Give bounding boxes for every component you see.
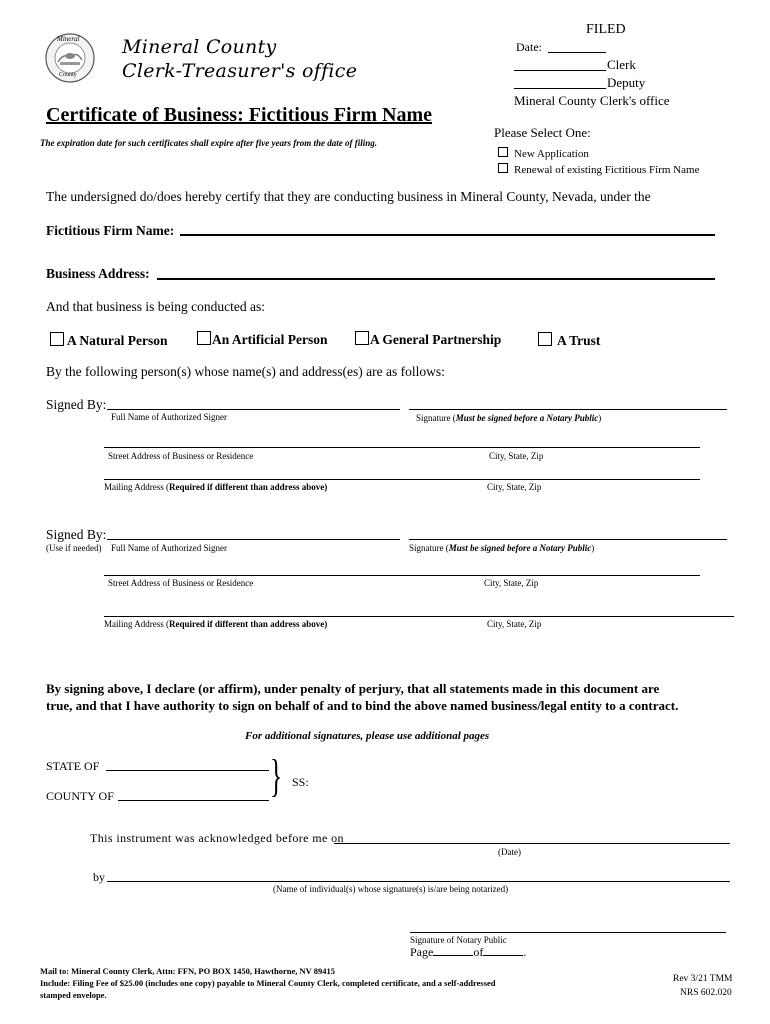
general-partnership-checkbox[interactable] [355, 331, 369, 345]
natural-person-label: A Natural Person [67, 333, 168, 348]
signer2-name-line[interactable] [107, 539, 400, 540]
page-total-blank[interactable] [483, 955, 523, 956]
page-label: Page [410, 945, 434, 959]
signer1-name-caption: Full Name of Authorized Signer [111, 412, 227, 422]
option-new-label: New Application [514, 148, 589, 160]
notary-signature-line[interactable] [410, 932, 726, 933]
page-title: Certificate of Business: Fictitious Firm Name [46, 104, 433, 126]
signer2-mailing-line[interactable] [104, 616, 734, 617]
footer-nrs: NRS 602.020 [680, 988, 732, 998]
signer2-street-caption: Street Address of Business or Residence [108, 578, 254, 588]
new-application-checkbox[interactable] [498, 147, 508, 157]
signer2-sig-bold: Must be signed before a Notary Public [448, 543, 592, 553]
certify-text: The undersigned do/does hereby certify that they are conducting business in Mineral County, Nevada, under the [46, 189, 651, 204]
conducted-as-text: And that business is being conducted as: [46, 299, 265, 314]
business-address-line[interactable] [157, 278, 715, 280]
declaration-line2: true, and that I have authority to sign on behalf of and to bind the above named business/legal entity to a contract. [46, 698, 679, 713]
entity-artificial-person[interactable] [197, 331, 327, 348]
filed-date-label: Date: [516, 40, 542, 54]
signer1-street-caption: Street Address of Business or Residence [108, 451, 254, 461]
signer1-mailing-caption [104, 482, 327, 492]
entity-natural-person[interactable] [50, 332, 168, 349]
page-number-blank[interactable] [433, 955, 473, 956]
signer2-sig-post: ) [591, 543, 595, 553]
general-partnership-label: A General Partnership [370, 332, 502, 347]
signer1-sig-post: ) [598, 413, 602, 423]
signer2-name-caption: Full Name of Authorized Signer [111, 543, 227, 553]
select-label: Please Select One: [494, 125, 591, 140]
firm-name-line[interactable] [180, 234, 715, 236]
signer1-name-line[interactable] [107, 409, 400, 410]
artificial-person-label: An Artificial Person [212, 332, 328, 347]
natural-person-checkbox[interactable] [50, 332, 64, 346]
signer2-city-caption: City, State, Zip [484, 578, 539, 588]
signer2-street-line[interactable] [104, 575, 700, 576]
footer-include: Include: Filing Fee of $25.00 (includes one copy) payable to Mineral County Clerk, completed certificate, and a self-addressed [40, 978, 496, 988]
footer-rev: Rev 3/21 TMM [673, 974, 733, 984]
acknowledged-text: This instrument was acknowledged before me on [90, 831, 344, 845]
entity-trust[interactable] [538, 332, 600, 349]
signer1-mailing-line[interactable] [104, 479, 700, 480]
deputy-line[interactable] [514, 88, 606, 89]
signer1-city-caption: City, State, Zip [489, 451, 544, 461]
signer2-signature-line[interactable] [409, 539, 727, 540]
filed-date-line[interactable] [548, 52, 606, 53]
option-renewal[interactable] [498, 163, 699, 176]
entity-general-partnership[interactable] [355, 331, 501, 348]
declaration-line1: By signing above, I declare (or affirm), under penalty of perjury, that all statements made in this document are [46, 681, 660, 696]
footer-mail-to: Mail to: Mineral County Clerk, Attn: FFN, PO BOX 1450, Hawthorne, NV 89415 [40, 966, 335, 976]
persons-text: By the following person(s) whose name(s) and address(es) are as follows: [46, 364, 445, 379]
signer2-signature-caption [409, 543, 594, 553]
business-address-label: Business Address: [46, 266, 150, 281]
of-label: of [473, 945, 484, 959]
seal-bottom-text: County [59, 72, 77, 78]
expiration-note: The expiration date for such certificates shall expire after five years from the date of filing. [40, 138, 377, 148]
signer1-signed-by: Signed By: [46, 397, 107, 412]
notarized-name-line[interactable] [107, 881, 730, 882]
clerk-line[interactable] [514, 70, 606, 71]
option-renewal-label: Renewal of existing Fictitious Firm Name [514, 164, 700, 176]
renewal-checkbox[interactable] [498, 163, 508, 173]
option-new-application[interactable] [498, 147, 589, 160]
signer1-sig-pre: Signature ( [416, 413, 456, 423]
artificial-person-checkbox[interactable] [197, 331, 211, 345]
state-line[interactable] [106, 770, 269, 771]
additional-note: For additional signatures, please use additional pages [245, 730, 490, 742]
signer2-city-caption2: City, State, Zip [487, 619, 542, 629]
signer1-signature-line[interactable] [409, 409, 727, 410]
notarized-name-caption: (Name of individual(s) whose signature(s) is/are being notarized) [273, 884, 509, 894]
state-label: STATE OF [46, 759, 100, 773]
ss-brace: } [270, 750, 283, 801]
by-label: by [93, 870, 105, 884]
date-caption: (Date) [498, 847, 521, 857]
signer1-signature-caption [416, 413, 601, 423]
county-seal [44, 32, 96, 84]
office-label: Mineral County Clerk's office [514, 93, 670, 108]
trust-label: A Trust [557, 333, 601, 348]
page-count [410, 945, 526, 960]
signer2-signed-by: Signed By: [46, 527, 107, 542]
county-line[interactable] [118, 800, 269, 801]
filed-title: FILED [586, 22, 626, 37]
office-line1: Mineral County [122, 36, 277, 58]
deputy-label: Deputy [607, 75, 646, 90]
county-label: COUNTY OF [46, 789, 114, 803]
firm-name-label: Fictitious Firm Name: [46, 223, 175, 238]
signer2-mailing-pre: Mailing Address ( [104, 619, 169, 629]
seal-top-text: Mineral [57, 35, 80, 43]
signer2-use-if-needed: (Use if needed) [46, 543, 102, 553]
signer1-mailing-bold: Required if different than address above) [169, 482, 328, 492]
signer2-sig-pre: Signature ( [409, 543, 449, 553]
clerk-label: Clerk [607, 57, 636, 72]
ss-label: SS: [292, 775, 309, 789]
ack-date-line[interactable] [334, 843, 730, 844]
signer2-mailing-caption [104, 619, 327, 629]
notary-signature-caption: Signature of Notary Public [410, 935, 507, 945]
signer1-sig-bold: Must be signed before a Notary Public [455, 413, 599, 423]
page-period: . [523, 945, 527, 959]
signer1-city-caption2: City, State, Zip [487, 482, 542, 492]
signer1-mailing-pre: Mailing Address ( [104, 482, 169, 492]
trust-checkbox[interactable] [538, 332, 552, 346]
office-line2: Clerk-Treasurer's office [122, 60, 358, 82]
signer1-street-line[interactable] [104, 447, 700, 448]
signer2-mailing-bold: Required if different than address above) [169, 619, 328, 629]
footer-include2: stamped envelope. [40, 990, 107, 1000]
